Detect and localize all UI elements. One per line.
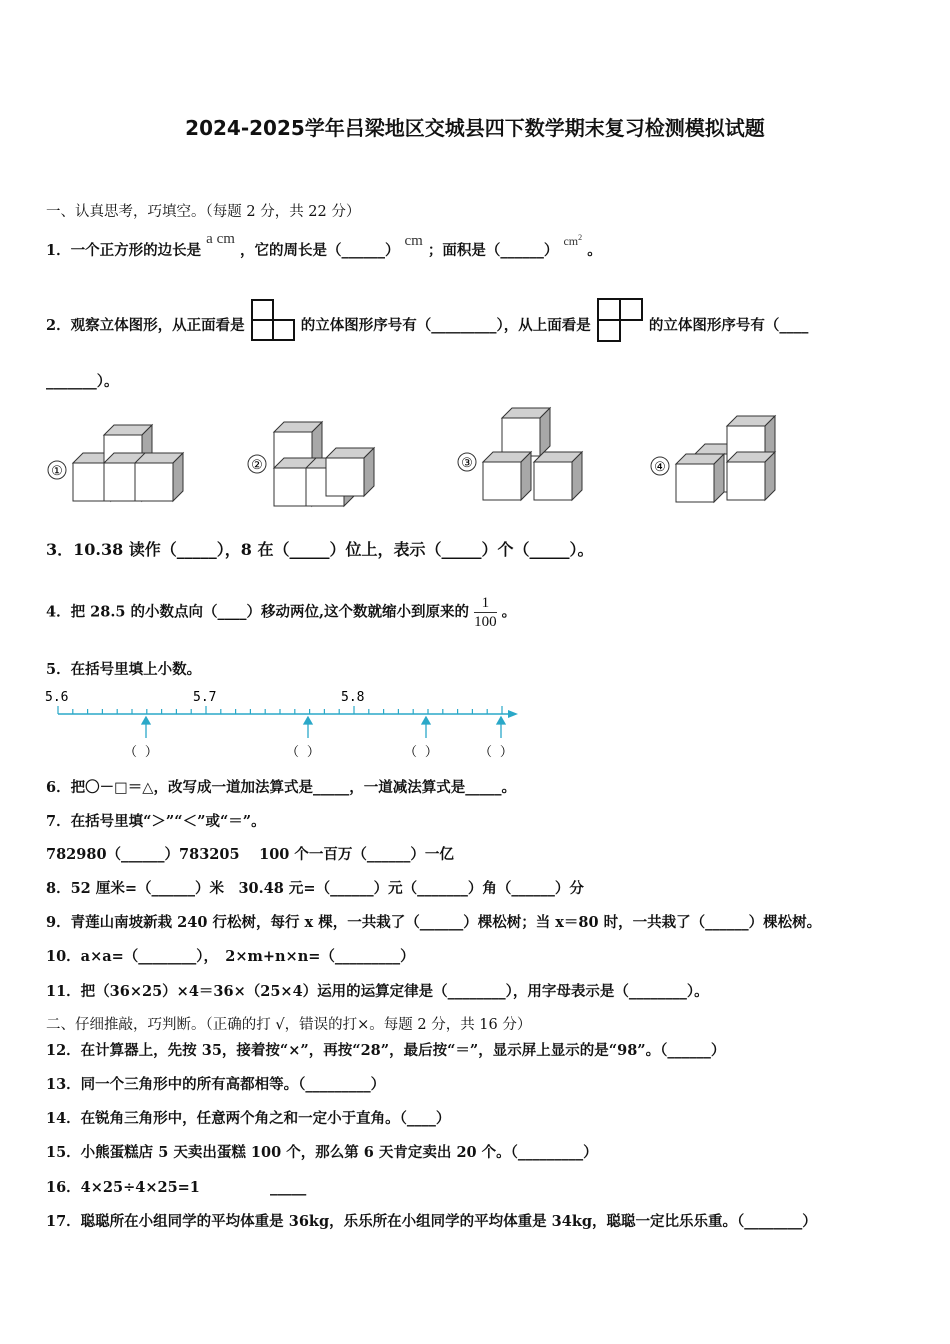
fraction-one-hundredth: $\frac{1}{100}$ (474, 595, 497, 630)
q4-text-a: 4．把 28.5 的小数点向（____）移动两位,这个数就缩小到原来的 (46, 603, 470, 621)
front-view-shape-icon (250, 298, 296, 342)
tick-label-5-8: 5.8 (341, 690, 365, 705)
number-line-blank-3[interactable]: （ ） (404, 745, 438, 760)
question-7-comparison: 782980（______）783205 100 个一百万（______）一亿 (46, 846, 454, 863)
question-12: 12．在计算器上，先按 35，接着按“×”，再按“28”，最后按“＝”，显示屏上显示的是“98”。（______） (46, 1042, 726, 1059)
question-5: 5．在括号里填上小数。 (46, 661, 202, 678)
figure-2-label: ② (251, 458, 263, 473)
tick-label-5-7: 5.7 (193, 690, 217, 705)
number-line-blank-1[interactable]: （ ） (124, 745, 158, 760)
question-15: 15．小熊蛋糕店 5 天卖出蛋糕 100 个，那么第 6 天肯定卖出 20 个。（_________） (46, 1144, 598, 1161)
q1-unit-cm2: cm2 (563, 233, 583, 248)
q1-unit-cm: cm (404, 233, 423, 249)
question-10: 10．a×a=（________）， 2×m+n×n=（_________） (46, 948, 415, 965)
number-line-blank-4[interactable]: （ ） (479, 745, 513, 760)
page-title: 2024-2025学年吕梁地区交城县四下数学期末复习检测模拟试题 (185, 116, 765, 140)
number-line (40, 684, 530, 764)
figure-3-label: ③ (461, 456, 473, 471)
question-9: 9．青莲山南坡新栽 240 行松树，每行 x 棵，一共栽了（______）棵松树；当 x＝80 时，一共栽了（______）棵松树。 (46, 914, 822, 931)
question-6: 6．把〇－□＝△，改写成一道加法算式是_____，一道减法算式是_____。 (46, 779, 516, 796)
figure-1 (48, 425, 183, 501)
tick-label-5-6: 5.6 (45, 690, 69, 705)
question-8: 8．52 厘米=（______）米 30.48 元=（______）元（_______）角（______）分 (46, 880, 584, 897)
number-line-blank-2[interactable]: （ ） (286, 745, 320, 760)
figure-2 (248, 422, 374, 506)
section-1-heading: 一、认真思考，巧填空。（每题 2 分，共 22 分） (46, 204, 361, 220)
q4-text-b: 。 (501, 603, 517, 621)
question-4 (46, 594, 516, 631)
figure-4-label: ④ (654, 460, 666, 475)
q16-blank[interactable]: _____ (270, 1179, 307, 1196)
figure-4 (651, 416, 775, 502)
figure-1-label: ① (51, 464, 63, 479)
question-11: 11．把（36×25）×4＝36×（25×4）运用的运算定律是（________），用字母表示是（________）。 (46, 983, 709, 1000)
q2-text-b: 的立体图形序号有（_________），从上面看是 (300, 317, 591, 334)
q16-text: 16．4×25÷4×25=1 (46, 1179, 200, 1196)
top-view-shape-icon (596, 297, 644, 343)
question-16 (46, 1178, 306, 1198)
figure-3 (458, 408, 582, 500)
question-13: 13．同一个三角形中的所有高都相等。（_________） (46, 1076, 386, 1093)
question-7: 7．在括号里填“＞”“＜”或“＝”。 (46, 813, 266, 830)
q1-text-d: 。 (587, 242, 602, 259)
cube-figures (40, 400, 800, 510)
question-2 (46, 309, 906, 343)
question-1 (46, 231, 602, 261)
section-2-heading: 二、仔细推敲，巧判断。（正确的打 √，错误的打×。每题 2 分，共 16 分） (46, 1017, 532, 1033)
question-14: 14．在锐角三角形中，任意两个角之和一定小于直角。（____） (46, 1110, 451, 1127)
q1-text-b: ，它的周长是（______） (239, 242, 400, 259)
q1-unit-a: a cm (206, 231, 235, 247)
question-2-continued: _______）。 (46, 373, 119, 390)
q1-text-a: 1．一个正方形的边长是 (46, 242, 202, 259)
q2-text-a: 2．观察立体图形，从正面看是 (46, 317, 245, 334)
question-17: 17．聪聪所在小组同学的平均体重是 36kg，乐乐所在小组同学的平均体重是 34kg，聪聪一定比乐乐重。（________） (46, 1213, 817, 1230)
q2-text-c: 的立体图形序号有（____ (648, 317, 809, 334)
q1-text-c: ；面积是（______） (427, 242, 559, 259)
question-3: 3．10.38 读作（_____），8 在（_____）位上，表示（_____）个（_____）。 (46, 540, 594, 559)
